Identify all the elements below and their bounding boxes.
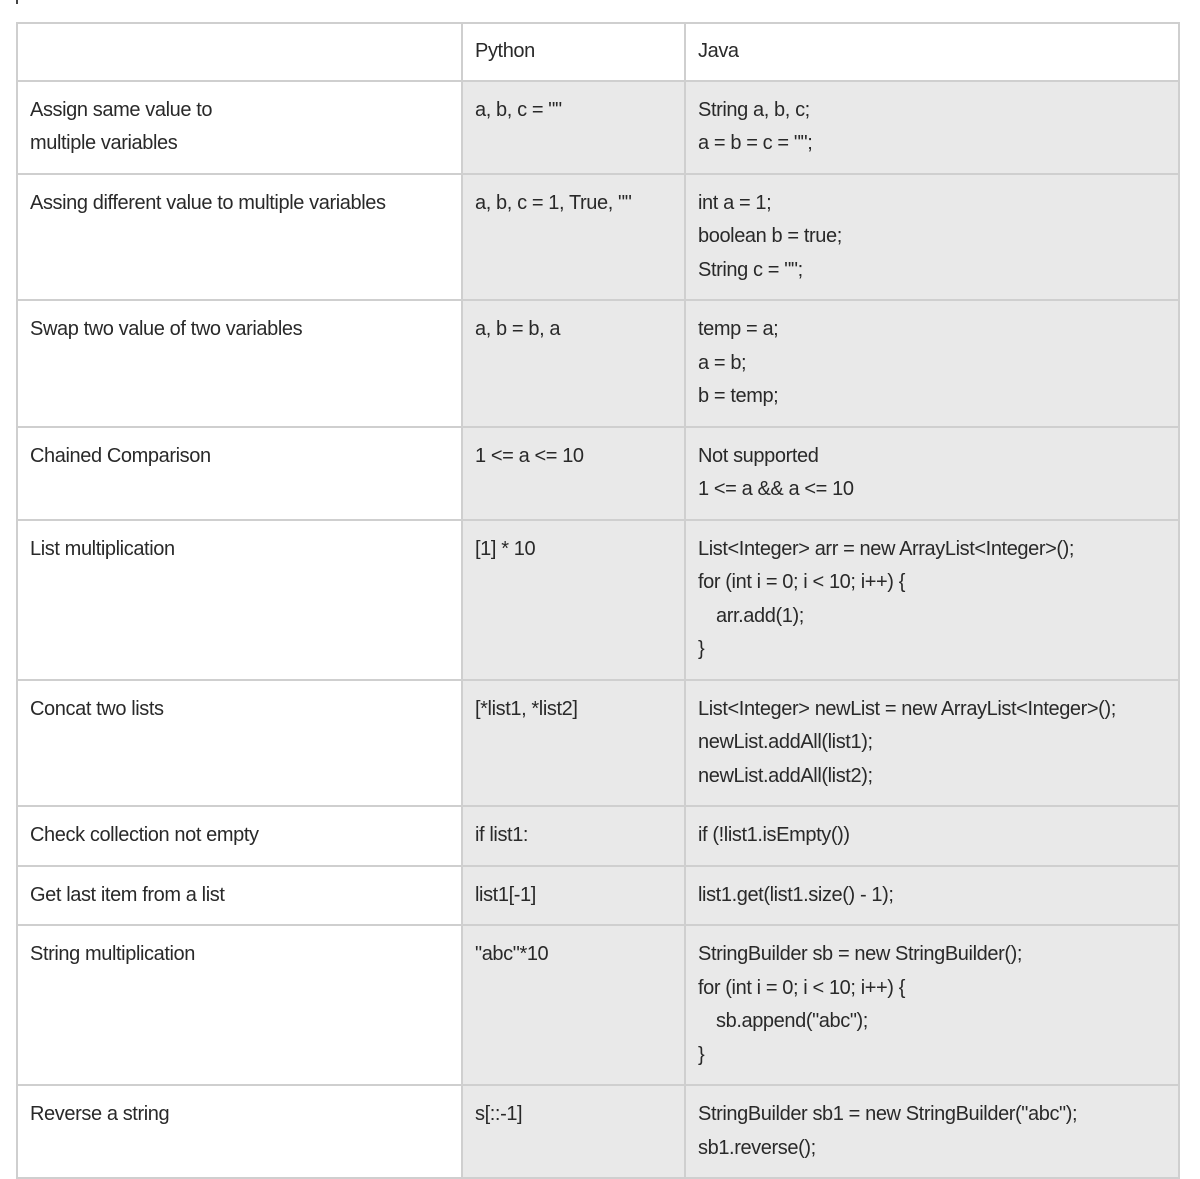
java-code: List<Integer> newList = new ArrayList<Integer>(); newList.addAll(list1); newList.addAll(list2); (685, 680, 1179, 807)
java-code: if (!list1.isEmpty()) (685, 806, 1179, 866)
row-label: Reverse a string (17, 1085, 462, 1178)
java-code: String a, b, c; a = b = c = ""; (685, 81, 1179, 174)
table-row (17, 427, 1179, 520)
python-code: [1] * 10 (462, 520, 685, 680)
row-label: Get last item from a list (17, 866, 462, 926)
python-code: s[::-1] (462, 1085, 685, 1178)
python-code: list1[-1] (462, 866, 685, 926)
row-label: Concat two lists (17, 680, 462, 807)
python-code: if list1: (462, 806, 685, 866)
python-code: [*list1, *list2] (462, 680, 685, 807)
row-label: Chained Comparison (17, 427, 462, 520)
table-row (17, 81, 1179, 174)
row-label: Check collection not empty (17, 806, 462, 866)
table-row (17, 300, 1179, 427)
row-label: Assing different value to multiple variables (17, 174, 462, 301)
python-code: a, b = b, a (462, 300, 685, 427)
java-code: Not supported 1 <= a && a <= 10 (685, 427, 1179, 520)
java-code: temp = a; a = b; b = temp; (685, 300, 1179, 427)
row-label: String multiplication (17, 925, 462, 1085)
table-row (17, 806, 1179, 866)
python-code: 1 <= a <= 10 (462, 427, 685, 520)
header-java: Java (685, 23, 1179, 81)
table-row (17, 866, 1179, 926)
table-row (17, 925, 1179, 1085)
header-row (17, 23, 1179, 81)
python-code: "abc"*10 (462, 925, 685, 1085)
row-label: List multiplication (17, 520, 462, 680)
python-code: a, b, c = "" (462, 81, 685, 174)
header-python: Python (462, 23, 685, 81)
java-code: List<Integer> arr = new ArrayList<Integer>(); for (int i = 0; i < 10; i++) { arr.add(1); } (685, 520, 1179, 680)
table-row (17, 520, 1179, 680)
java-code: list1.get(list1.size() - 1); (685, 866, 1179, 926)
java-code: int a = 1; boolean b = true; String c = ""; (685, 174, 1179, 301)
header-empty (17, 23, 462, 81)
table-row (17, 174, 1179, 301)
page-edge-mark (16, 0, 18, 4)
java-code: StringBuilder sb1 = new StringBuilder("abc"); sb1.reverse(); (685, 1085, 1179, 1178)
table-row (17, 1085, 1179, 1178)
row-label: Swap two value of two variables (17, 300, 462, 427)
python-code: a, b, c = 1, True, "" (462, 174, 685, 301)
python-java-comparison-table (16, 22, 1180, 1179)
java-code: StringBuilder sb = new StringBuilder(); for (int i = 0; i < 10; i++) { sb.append("abc"); } (685, 925, 1179, 1085)
table-row (17, 680, 1179, 807)
row-label: Assign same value to multiple variables (17, 81, 462, 174)
